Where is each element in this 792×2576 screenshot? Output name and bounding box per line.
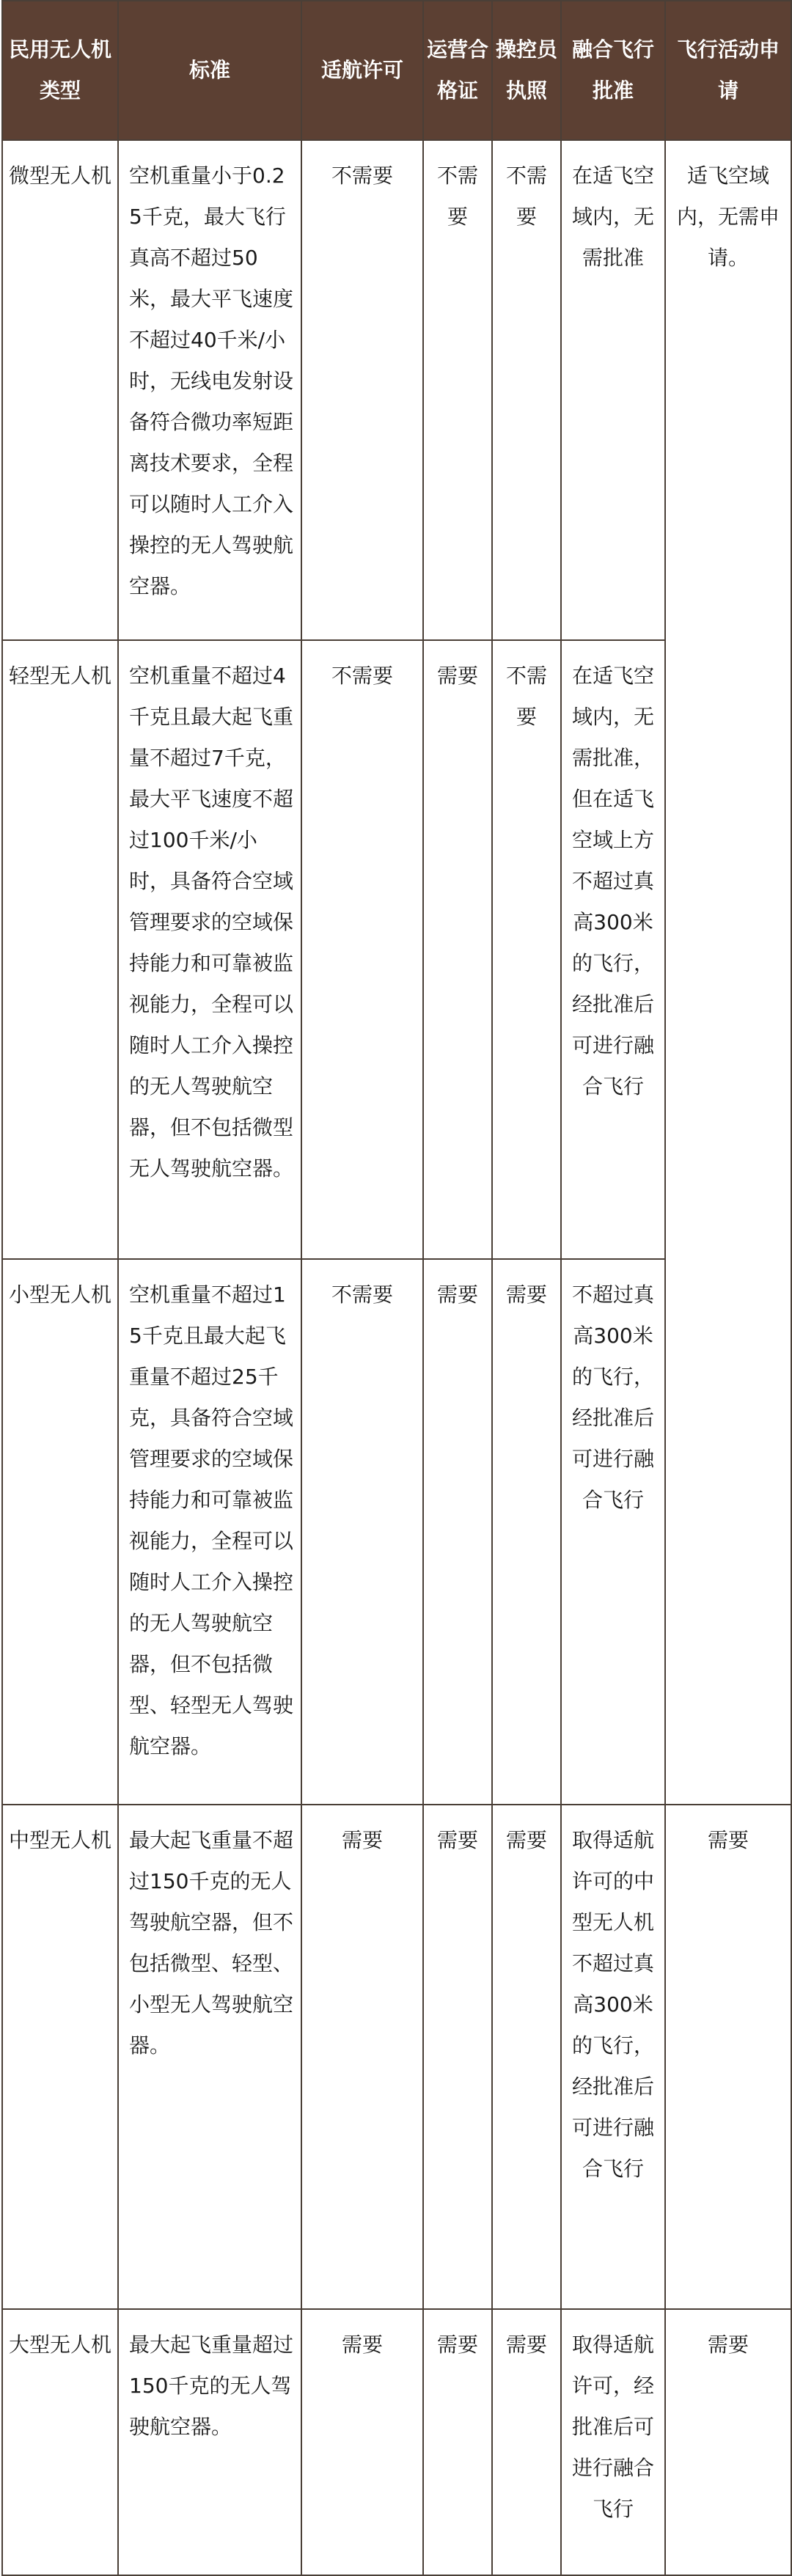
cell-flight-application: 需要	[665, 2309, 791, 2575]
cell-flight-application: 适飞空域内，无需申请。	[665, 140, 791, 1805]
cell-standard: 最大起飞重量超过150千克的无人驾驶航空器。	[118, 2309, 301, 2575]
header-airworthiness: 适航许可	[301, 1, 423, 140]
cell-standard: 空机重量小于0.25千克，最大飞行真高不超过50米，最大平飞速度不超过40千米/小时，无线电发射设备符合微功率短距离技术要求，全程可以随时人工介入操控的无人驾驶航空器。	[118, 140, 301, 640]
cell-airworthiness: 不需要	[301, 640, 423, 1259]
uav-classification-table	[1, 0, 792, 2576]
header-operation-cert: 运营合格证	[423, 1, 492, 140]
header-uav-type: 民用无人机类型	[2, 1, 118, 140]
cell-operator-license: 需要	[492, 2309, 561, 2575]
cell-standard: 最大起飞重量不超过150千克的无人驾驶航空器，但不包括微型、轻型、小型无人驾驶航空器。	[118, 1805, 301, 2309]
cell-uav-type: 大型无人机	[2, 2309, 118, 2575]
cell-operation-cert: 需要	[423, 1259, 492, 1805]
cell-standard: 空机重量不超过4千克且最大起飞重量不超过7千克，最大平飞速度不超过100千米/小时，具备符合空域管理要求的空域保持能力和可靠被监视能力，全程可以随时人工介入操控的无人驾驶航空器，但不包括微型无人驾驶航空器。	[118, 640, 301, 1259]
cell-uav-type: 中型无人机	[2, 1805, 118, 2309]
cell-operator-license: 需要	[492, 1259, 561, 1805]
table-row	[2, 2309, 791, 2575]
cell-fusion-flight: 取得适航许可，经批准后可进行融合飞行	[561, 2309, 665, 2575]
cell-airworthiness: 不需要	[301, 140, 423, 640]
cell-fusion-flight: 不超过真高300米的飞行，经批准后可进行融合飞行	[561, 1259, 665, 1805]
cell-airworthiness: 不需要	[301, 1259, 423, 1805]
cell-fusion-flight: 取得适航许可的中型无人机不超过真高300米的飞行，经批准后可进行融合飞行	[561, 1805, 665, 2309]
cell-airworthiness: 需要	[301, 2309, 423, 2575]
cell-operator-license: 不需要	[492, 140, 561, 640]
header-fusion-flight: 融合飞行批准	[561, 1, 665, 140]
table-row	[2, 140, 791, 640]
header-operator-license: 操控员执照	[492, 1, 561, 140]
cell-uav-type: 微型无人机	[2, 140, 118, 640]
cell-flight-application: 需要	[665, 1805, 791, 2309]
cell-fusion-flight: 在适飞空域内，无需批准	[561, 140, 665, 640]
header-row	[2, 1, 791, 140]
cell-operation-cert: 不需要	[423, 140, 492, 640]
header-flight-application: 飞行活动申请	[665, 1, 791, 140]
cell-operation-cert: 需要	[423, 1805, 492, 2309]
cell-operation-cert: 需要	[423, 2309, 492, 2575]
table-row	[2, 1805, 791, 2309]
cell-operation-cert: 需要	[423, 640, 492, 1259]
cell-airworthiness: 需要	[301, 1805, 423, 2309]
cell-uav-type: 小型无人机	[2, 1259, 118, 1805]
cell-fusion-flight: 在适飞空域内，无需批准，但在适飞空域上方不超过真高300米的飞行，经批准后可进行融合飞行	[561, 640, 665, 1259]
cell-operator-license: 需要	[492, 1805, 561, 2309]
cell-uav-type: 轻型无人机	[2, 640, 118, 1259]
cell-operator-license: 不需要	[492, 640, 561, 1259]
header-standard: 标准	[118, 1, 301, 140]
cell-standard: 空机重量不超过15千克且最大起飞重量不超过25千克，具备符合空域管理要求的空域保持能力和可靠被监视能力，全程可以随时人工介入操控的无人驾驶航空器，但不包括微型、轻型无人驾驶航空器。	[118, 1259, 301, 1805]
